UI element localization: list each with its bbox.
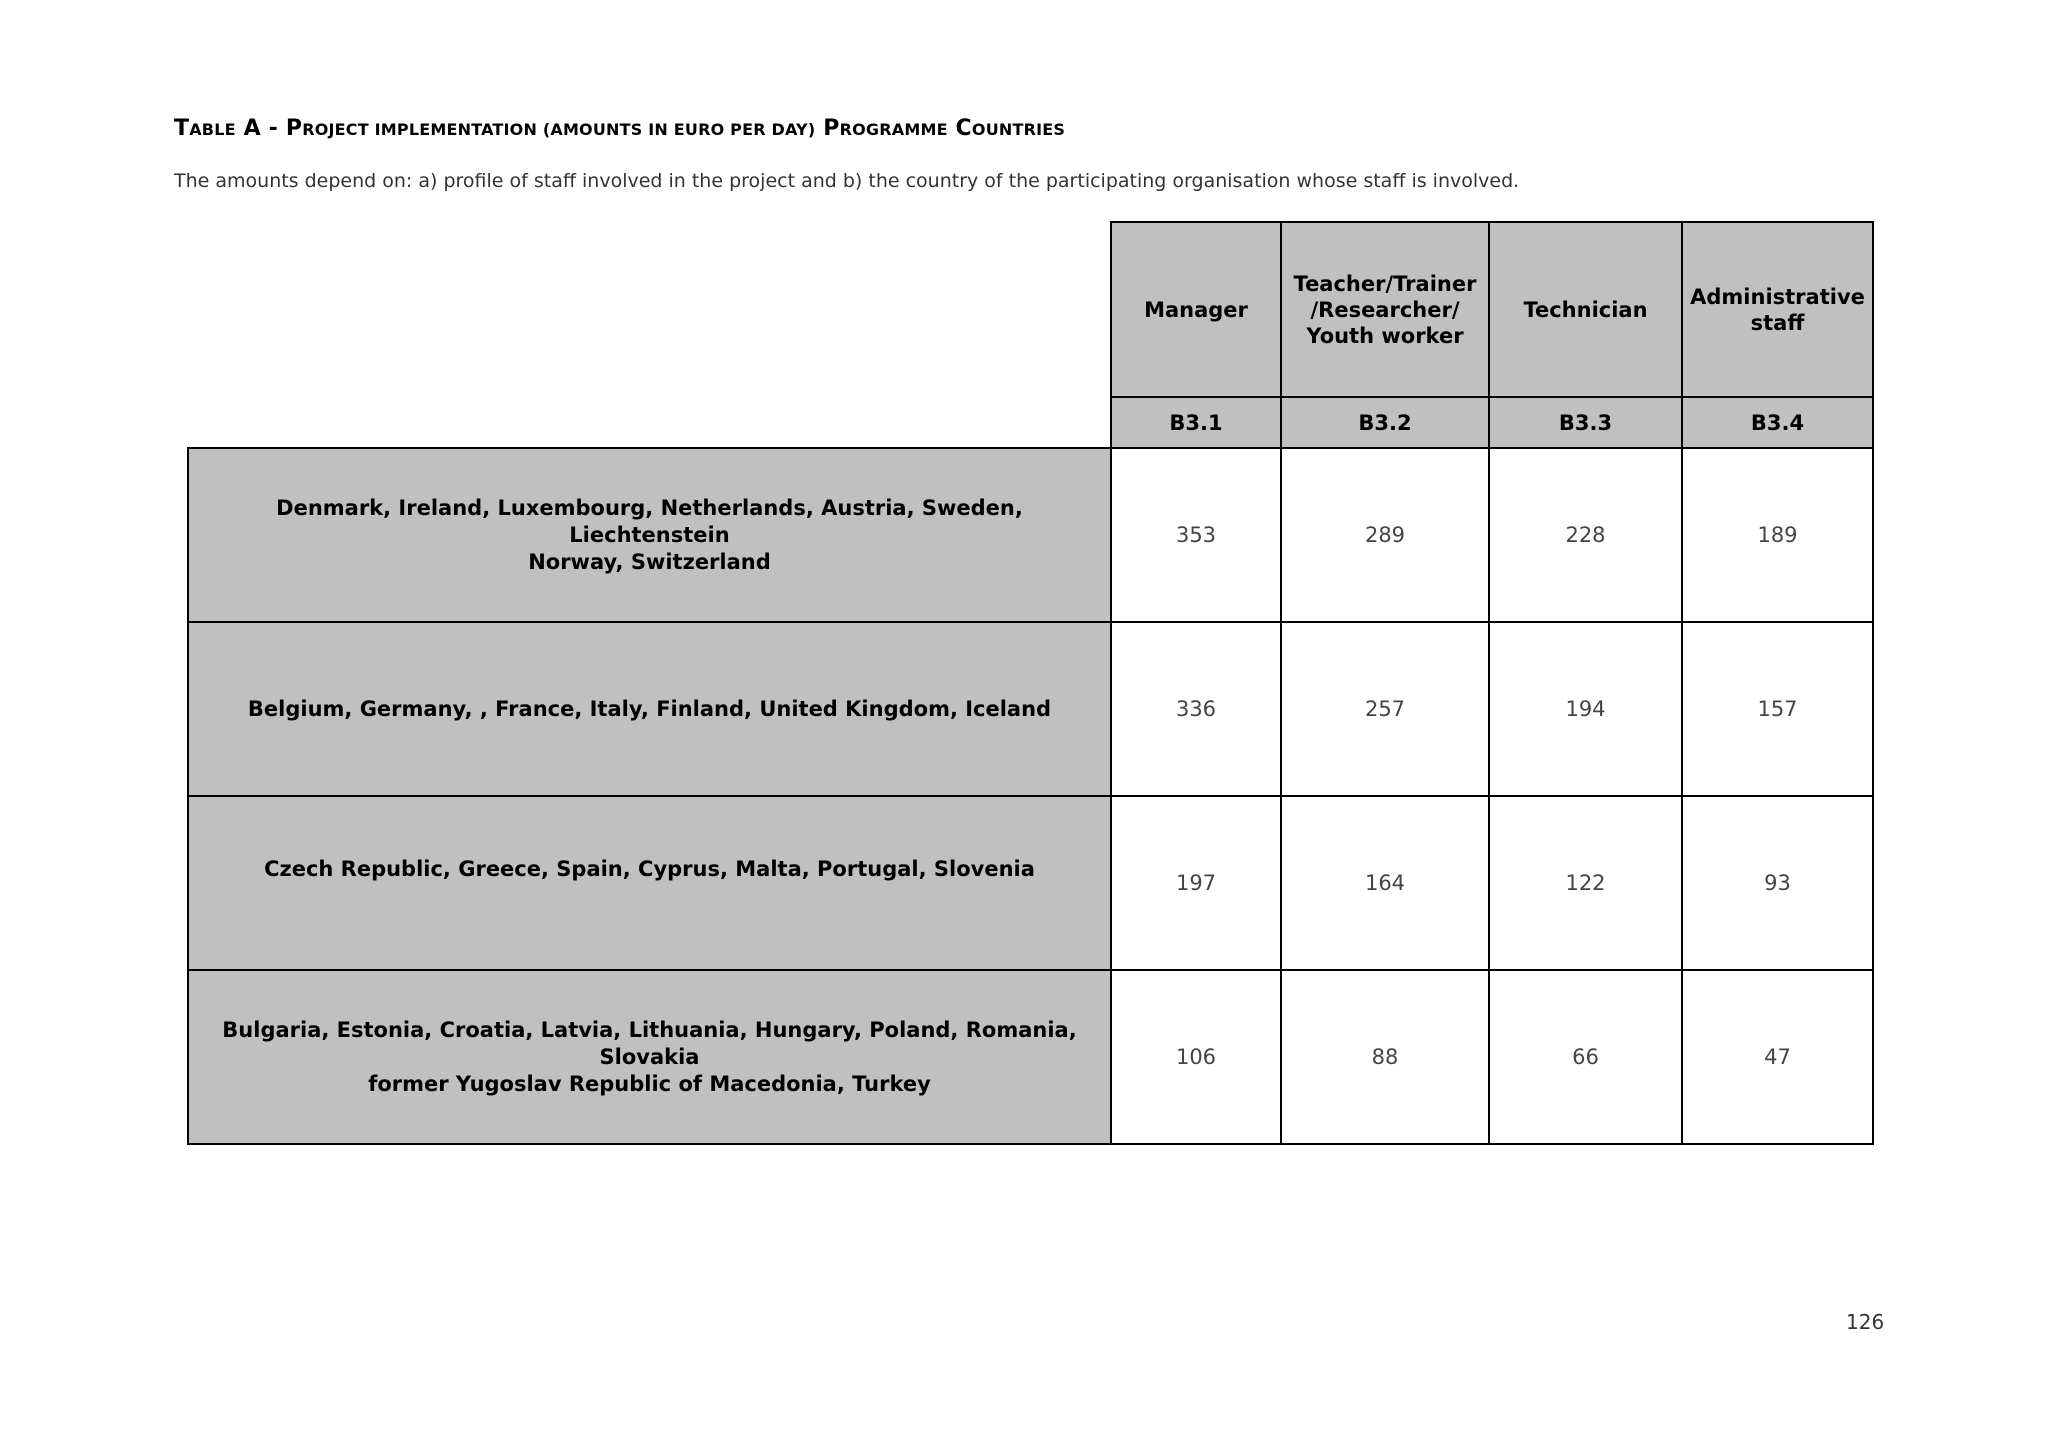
rates-table (187, 221, 1874, 1145)
rate-cell: 66 (1489, 970, 1682, 1144)
intro-text: The amounts depend on: a) profile of staff involved in the project and b) the country of the participating organisation whose staff is involved. (174, 170, 1520, 192)
country-group-cell: Belgium, Germany, , France, Italy, Finland, United Kingdom, Iceland (188, 622, 1111, 796)
table-row (188, 448, 1873, 622)
table-row (188, 970, 1873, 1144)
rate-cell: 197 (1111, 796, 1281, 970)
empty-corner (188, 222, 1111, 448)
table-title: TABLE A - PROJECT IMPLEMENTATION (AMOUNTS IN EURO PER DAY) PROGRAMME COUNTRIES (174, 116, 1066, 141)
rate-cell: 189 (1682, 448, 1873, 622)
column-header-manager: Manager (1111, 222, 1281, 397)
code-cell: B3.3 (1489, 397, 1682, 448)
column-header-technician: Technician (1489, 222, 1682, 397)
column-header-administrative: Administrative staff (1682, 222, 1873, 397)
rate-cell: 47 (1682, 970, 1873, 1144)
country-group-cell: Denmark, Ireland, Luxembourg, Netherlands, Austria, Sweden, Liechtenstein Norway, Switzerland (188, 448, 1111, 622)
rate-cell: 194 (1489, 622, 1682, 796)
header-row (188, 222, 1873, 397)
rate-cell: 336 (1111, 622, 1281, 796)
rate-cell: 122 (1489, 796, 1682, 970)
rate-cell: 257 (1281, 622, 1489, 796)
rate-cell: 106 (1111, 970, 1281, 1144)
rate-cell: 289 (1281, 448, 1489, 622)
code-cell: B3.1 (1111, 397, 1281, 448)
table-row (188, 796, 1873, 970)
code-cell: B3.2 (1281, 397, 1489, 448)
column-header-teacher: Teacher/Trainer /Researcher/ Youth worker (1281, 222, 1489, 397)
rate-cell: 93 (1682, 796, 1873, 970)
rate-cell: 164 (1281, 796, 1489, 970)
rate-cell: 157 (1682, 622, 1873, 796)
table-row (188, 622, 1873, 796)
country-group-cell: Bulgaria, Estonia, Croatia, Latvia, Lithuania, Hungary, Poland, Romania, Slovakia former Yugoslav Republic of Macedonia, Turkey (188, 970, 1111, 1144)
rate-cell: 228 (1489, 448, 1682, 622)
rate-cell: 353 (1111, 448, 1281, 622)
page-number: 126 (1846, 1310, 1885, 1334)
country-group-cell: Czech Republic, Greece, Spain, Cyprus, Malta, Portugal, Slovenia (188, 796, 1111, 970)
code-cell: B3.4 (1682, 397, 1873, 448)
rate-cell: 88 (1281, 970, 1489, 1144)
